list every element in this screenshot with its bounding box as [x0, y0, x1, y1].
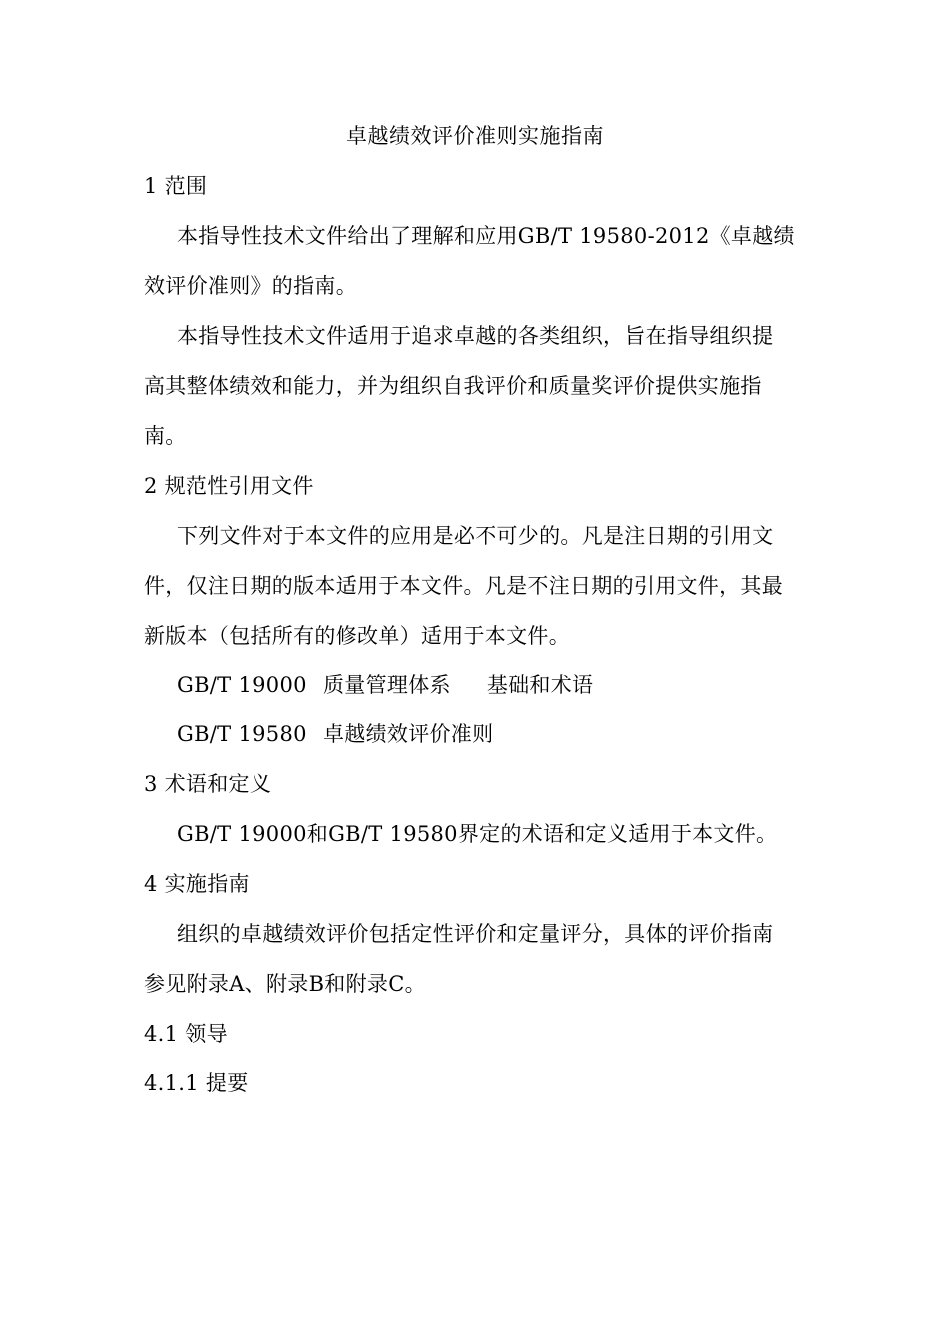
section-1-paragraph-1-line-1: 本指导性技术文件给出了理解和应用GB/T 19580-2012《卓越绩	[177, 224, 795, 248]
section-2-paragraph-line-1: 下列文件对于本文件的应用是必不可少的。凡是注日期的引用文	[177, 524, 774, 548]
reference-name: 质量管理体系	[323, 673, 451, 697]
section-2-heading: 2 规范性引用文件	[144, 474, 314, 498]
section-3-heading: 3 术语和定义	[144, 772, 272, 796]
section-4-1-heading: 4.1 领导	[144, 1022, 228, 1046]
section-1-paragraph-1-line-2: 效评价准则》的指南。	[144, 274, 357, 298]
section-2-paragraph-line-3: 新版本（包括所有的修改单）适用于本文件。	[144, 624, 570, 648]
reference-code: GB/T 19580	[177, 722, 307, 746]
section-1-heading: 1 范围	[144, 174, 208, 198]
section-4-paragraph-line-2: 参见附录A、附录B和附录C。	[144, 972, 426, 996]
section-2-paragraph-line-2: 件，仅注日期的版本适用于本文件。凡是不注日期的引用文件，其最	[144, 574, 783, 598]
section-1-paragraph-2-line-1: 本指导性技术文件适用于追求卓越的各类组织，旨在指导组织提	[177, 324, 774, 348]
section-1-paragraph-2-line-3: 南。	[144, 424, 187, 448]
reference-name: 卓越绩效评价准则	[323, 722, 494, 746]
reference-item	[177, 670, 593, 700]
section-4-1-1-heading: 4.1.1 提要	[144, 1071, 249, 1095]
section-3-paragraph-line-1: GB/T 19000和GB/T 19580界定的术语和定义适用于本文件。	[177, 822, 778, 846]
section-4-paragraph-line-1: 组织的卓越绩效评价包括定性评价和定量评分，具体的评价指南	[177, 922, 774, 946]
section-4-heading: 4 实施指南	[144, 872, 250, 896]
reference-item	[177, 719, 493, 749]
reference-subtitle: 基础和术语	[486, 673, 594, 697]
reference-code: GB/T 19000	[177, 673, 307, 697]
document-title: 卓越绩效评价准则实施指南	[346, 124, 604, 148]
section-1-paragraph-2-line-2: 高其整体绩效和能力，并为组织自我评价和质量奖评价提供实施指	[144, 374, 762, 398]
